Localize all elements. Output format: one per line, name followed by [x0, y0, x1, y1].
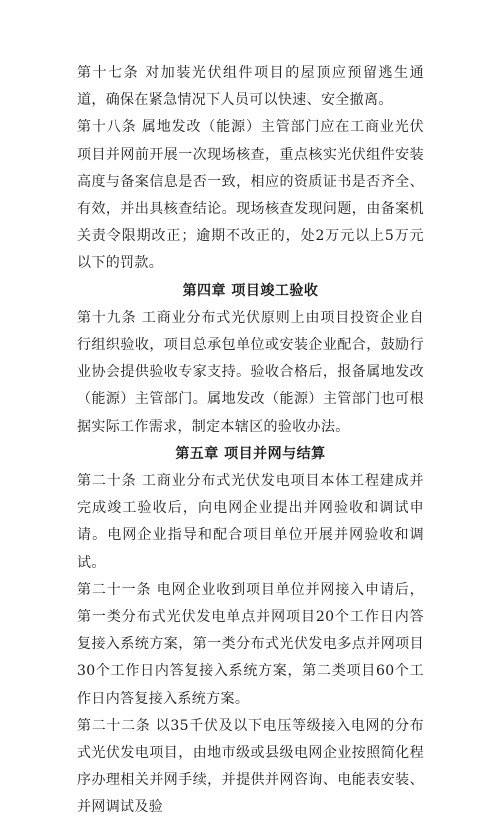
chapter-5-heading: 第五章 项目并网与结算 [175, 445, 326, 462]
article-19: 第十九条 工商业分布式光伏原则上由项目投资企业自行组织验收，项目总承包单位或安装企业配合，鼓励行业协会提供验收专家支持。验收合格后，报备属地发改（能源）主管部门。属地发改（能源）主管部门也可根据实际工作需求，制定本辖区的验收办法。 [77, 309, 424, 435]
chapter-4-heading: 第四章 项目竣工验收 [182, 282, 319, 299]
article-17: 第十七条 对加装光伏组件项目的屋顶应预留逃生通道，确保在紧急情况下人员可以快速、安全撤离。 [77, 65, 424, 109]
document-page [77, 60, 424, 822]
article-20: 第二十条 工商业分布式光伏发电项目本体工程建成并完成竣工验收后，向电网企业提出并网验收和调试申请。电网企业指导和配合项目单位开展并网验收和调试。 [77, 473, 424, 571]
article-22: 第二十二条 以35千伏及以下电压等级接入电网的分布式光伏发电项目，由地市级或县级电网企业按照简化程序办理相关并网手续，并提供并网咨询、电能表安装、并网调试及验 [77, 717, 424, 816]
article-18: 第十八条 属地发改（能源）主管部门应在工商业光伏项目并网前开展一次现场核查，重点核实光伏组件安装高度与备案信息是否一致，相应的资质证书是否齐全、有效，并出具核查结论。现场核查发现问题，由备案机关责令限期改正；逾期不改正的，处2万元以上5万元以下的罚款。 [77, 119, 424, 272]
article-21: 第二十一条 电网企业收到项目单位并网接入申请后，第一类分布式光伏发电单点并网项目20个工作日内答复接入系统方案，第一类分布式光伏发电多点并网项目30个工作日内答复接入系统方案，第二类项目60个工作日内答复接入系统方案。 [77, 581, 424, 707]
